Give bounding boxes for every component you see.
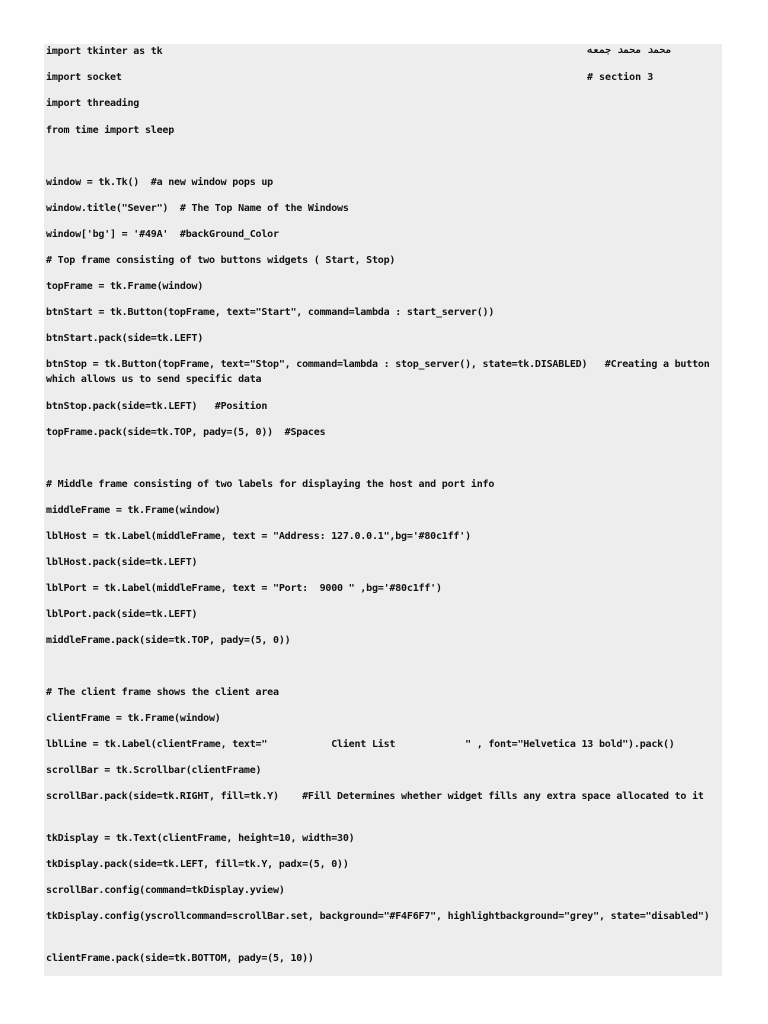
code-line: lblPort.pack(side=tk.LEFT) (46, 609, 198, 620)
code-line: lblHost = tk.Label(middleFrame, text = "Address: 127.0.0.1",bg='#80c1ff') (46, 531, 471, 542)
code-line: lblPort = tk.Label(middleFrame, text = "Port: 9000 " ,bg='#80c1ff') (46, 583, 442, 594)
code-line: btnStop = tk.Button(topFrame, text="Stop", command=lambda : stop_server(), state=tk.DISABLED) #Creating a button which allows us to send specific data (46, 359, 716, 385)
code-line: clientFrame.pack(side=tk.BOTTOM, pady=(5, 10)) (46, 953, 314, 964)
code-line: scrollBar.pack(side=tk.RIGHT, fill=tk.Y) #Fill Determines whether widget fills any extra space allocated to it (46, 791, 704, 802)
code-block (44, 44, 722, 976)
code-line: lblLine = tk.Label(clientFrame, text=" Client List " , font="Helvetica 13 bold").pack() (46, 739, 675, 750)
code-line: window = tk.Tk() #a new window pops up (46, 177, 273, 188)
code-line: tkDisplay = tk.Text(clientFrame, height=10, width=30) (46, 833, 355, 844)
code-line: from time import sleep (46, 125, 175, 136)
code-line: # The client frame shows the client area (46, 687, 279, 698)
code-line: window['bg'] = '#49A' #backGround_Color (46, 229, 279, 240)
code-line: scrollBar = tk.Scrollbar(clientFrame) (46, 765, 262, 776)
code-line: lblHost.pack(side=tk.LEFT) (46, 557, 198, 568)
code-line: btnStop.pack(side=tk.LEFT) #Position (46, 401, 268, 412)
code-line: middleFrame = tk.Frame(window) (46, 505, 221, 516)
code-line: tkDisplay.pack(side=tk.LEFT, fill=tk.Y, padx=(5, 0)) (46, 859, 349, 870)
code-line: middleFrame.pack(side=tk.TOP, pady=(5, 0)) (46, 635, 291, 646)
section-note: # section 3 (587, 72, 654, 83)
code-line: scrollBar.config(command=tkDisplay.yview) (46, 885, 285, 896)
code-line: import socket (46, 72, 122, 83)
code-line: import threading (46, 98, 140, 109)
code-line: topFrame.pack(side=tk.TOP, pady=(5, 0)) #Spaces (46, 427, 326, 438)
code-line: import tkinter as tk (46, 46, 163, 57)
code-line: clientFrame = tk.Frame(window) (46, 713, 221, 724)
code-line: # Middle frame consisting of two labels for displaying the host and port info (46, 479, 495, 490)
code-line: window.title("Sever") # The Top Name of the Windows (46, 203, 349, 214)
code-line: btnStart = tk.Button(topFrame, text="Start", command=lambda : start_server()) (46, 307, 495, 318)
code-line: topFrame = tk.Frame(window) (46, 281, 204, 292)
code-line: btnStart.pack(side=tk.LEFT) (46, 333, 204, 344)
code-line: tkDisplay.config(yscrollcommand=scrollBar.set, background="#F4F6F7", highlightbackground="grey", state="disabled") (46, 911, 710, 922)
code-line: # Top frame consisting of two buttons widgets ( Start, Stop) (46, 255, 396, 266)
author-note: محمد محمد جمعه (587, 45, 672, 56)
